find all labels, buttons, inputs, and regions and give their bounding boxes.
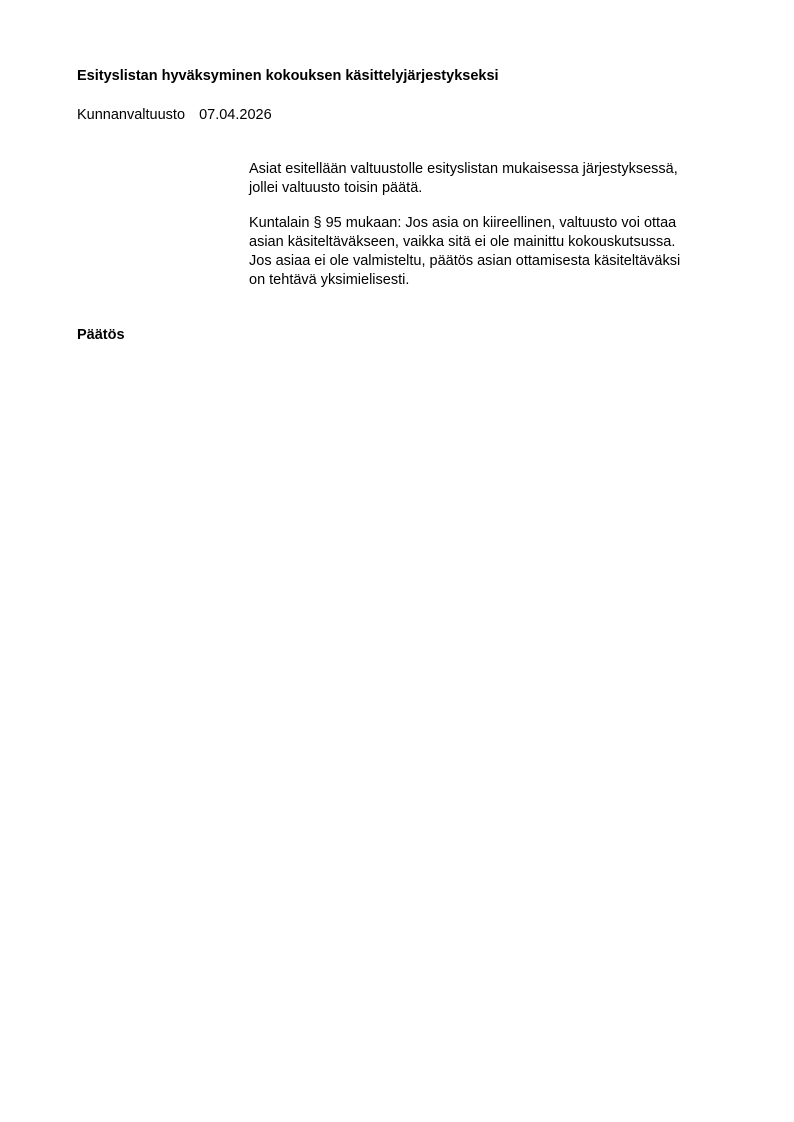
document-title: Esityslistan hyväksyminen kokouksen käsittelyjärjestykseksi: [77, 68, 499, 84]
text-line: Asiat esitellään valtuustolle esityslistan mukaisessa järjestyksessä,: [249, 161, 678, 177]
meeting-date: 07.04.2026: [199, 107, 272, 123]
decision-heading: Päätös: [77, 327, 125, 343]
text-line: Kuntalain § 95 mukaan: Jos asia on kiireellinen, valtuusto voi ottaa: [249, 215, 677, 231]
meeting-body: Kunnanvaltuusto: [77, 107, 186, 123]
meeting-info: [77, 107, 272, 123]
text-line: jollei valtuusto toisin päätä.: [249, 180, 423, 196]
proposal-text: [249, 160, 739, 306]
text-line: asian käsiteltäväkseen, vaikka sitä ei ole mainittu kokouskutsussa.: [249, 234, 676, 250]
text-line: Jos asiaa ei ole valmisteltu, päätös asian ottamisesta käsiteltäväksi: [249, 253, 681, 269]
paragraph-municipal-act: [249, 214, 739, 290]
text-line: on tehtävä yksimielisesti.: [249, 272, 410, 288]
paragraph-presentation-order: [249, 160, 739, 198]
